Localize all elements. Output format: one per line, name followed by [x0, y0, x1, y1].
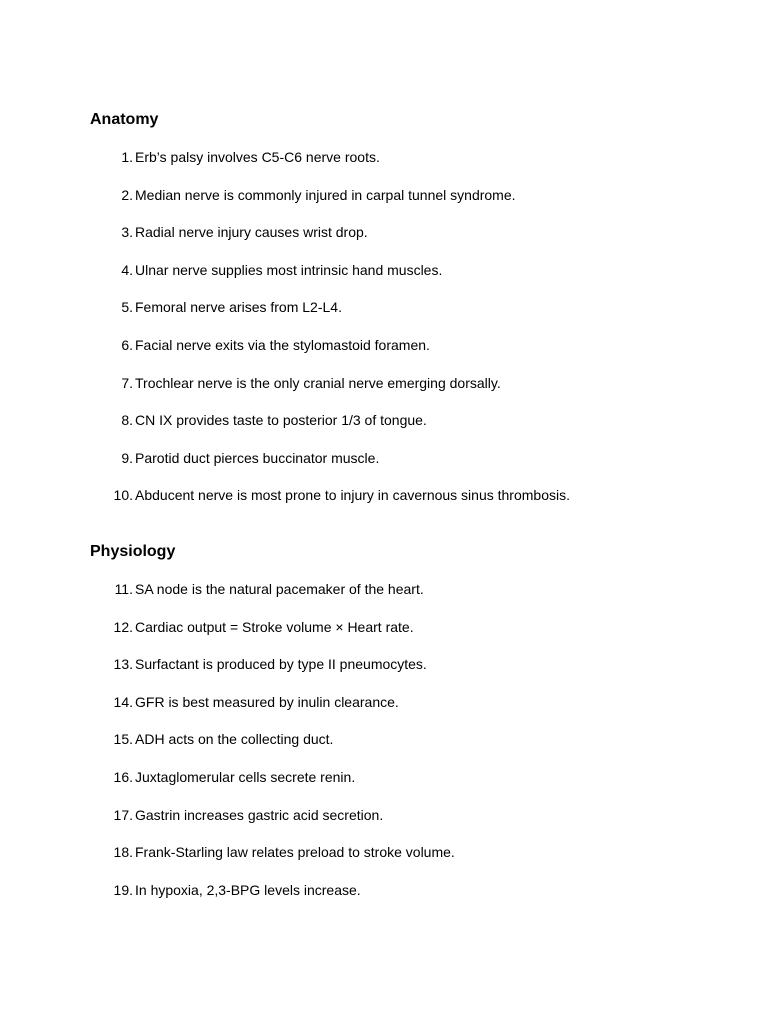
list-item-text: Trochlear nerve is the only cranial nerve emerging dorsally. [135, 374, 501, 391]
list-item-text: Frank-Starling law relates preload to stroke volume. [135, 844, 455, 861]
section-heading: Anatomy [90, 111, 159, 128]
list-item-number: 7. [121, 374, 133, 391]
list-item-number: 11. [114, 581, 133, 597]
list-item [90, 149, 710, 187]
list-item-text: Gastrin increases gastric acid secretion. [135, 806, 384, 823]
list-item-text: Facial nerve exits via the stylomastoid foramen. [135, 336, 430, 353]
list-item-text: Surfactant is produced by type II pneumocytes. [135, 656, 427, 673]
list-item [90, 375, 710, 413]
list-item-text: Cardiac output = Stroke volume × Heart rate. [135, 618, 414, 635]
list-item-number: 19. [113, 881, 133, 898]
list-item-number: 5. [121, 299, 133, 316]
section-heading: Physiology [90, 543, 176, 560]
list-item [90, 619, 710, 657]
list-item [90, 187, 710, 225]
list-item [90, 844, 710, 882]
list-item-text: Median nerve is commonly injured in carpal tunnel syndrome. [135, 186, 516, 203]
list-item-text: Radial nerve injury causes wrist drop. [135, 224, 368, 241]
list-item-text: In hypoxia, 2,3-BPG levels increase. [135, 881, 361, 898]
list-item-number: 4. [121, 261, 133, 278]
list-item-number: 1. [121, 149, 133, 165]
list-item-number: 6. [121, 336, 133, 353]
list-item-text: CN IX provides taste to posterior 1/3 of tongue. [135, 412, 427, 429]
list-item-number: 14. [113, 693, 133, 710]
list-item [90, 487, 710, 525]
list-item-text: Parotid duct pierces buccinator muscle. [135, 449, 380, 466]
list-item [90, 412, 710, 450]
list-item-number: 18. [113, 844, 133, 861]
list-item-number: 2. [121, 186, 133, 203]
list-item-text: Juxtaglomerular cells secrete renin. [135, 768, 356, 785]
list-item [90, 262, 710, 300]
list-item [90, 337, 710, 375]
list-item-text: Ulnar nerve supplies most intrinsic hand muscles. [135, 261, 443, 278]
list-item-number: 15. [113, 731, 133, 748]
list-item [90, 882, 710, 920]
list-item-text: Femoral nerve arises from L2-L4. [135, 299, 342, 316]
numbered-list [90, 581, 710, 919]
list-item-number: 9. [121, 449, 133, 466]
list-item [90, 581, 710, 619]
list-item-text: Erb’s palsy involves C5-C6 nerve roots. [135, 149, 380, 165]
list-item-number: 13. [113, 656, 133, 673]
list-item [90, 450, 710, 488]
section-anatomy [90, 111, 710, 525]
section-physiology [90, 543, 710, 919]
list-item [90, 224, 710, 262]
list-item-number: 3. [121, 224, 133, 241]
list-item-text: SA node is the natural pacemaker of the heart. [135, 581, 424, 597]
list-item-text: ADH acts on the collecting duct. [135, 731, 334, 748]
list-item-number: 8. [121, 412, 133, 429]
list-item [90, 656, 710, 694]
list-item-text: GFR is best measured by inulin clearance. [135, 693, 399, 710]
numbered-list [90, 149, 710, 525]
list-item [90, 807, 710, 845]
list-item [90, 731, 710, 769]
list-item-number: 16. [113, 768, 133, 785]
list-item [90, 694, 710, 732]
list-item-number: 12. [113, 618, 133, 635]
list-item [90, 769, 710, 807]
list-item [90, 299, 710, 337]
list-item-number: 17. [113, 806, 133, 823]
list-item-text: Abducent nerve is most prone to injury in cavernous sinus thrombosis. [135, 487, 570, 504]
list-item-number: 10. [113, 487, 133, 504]
